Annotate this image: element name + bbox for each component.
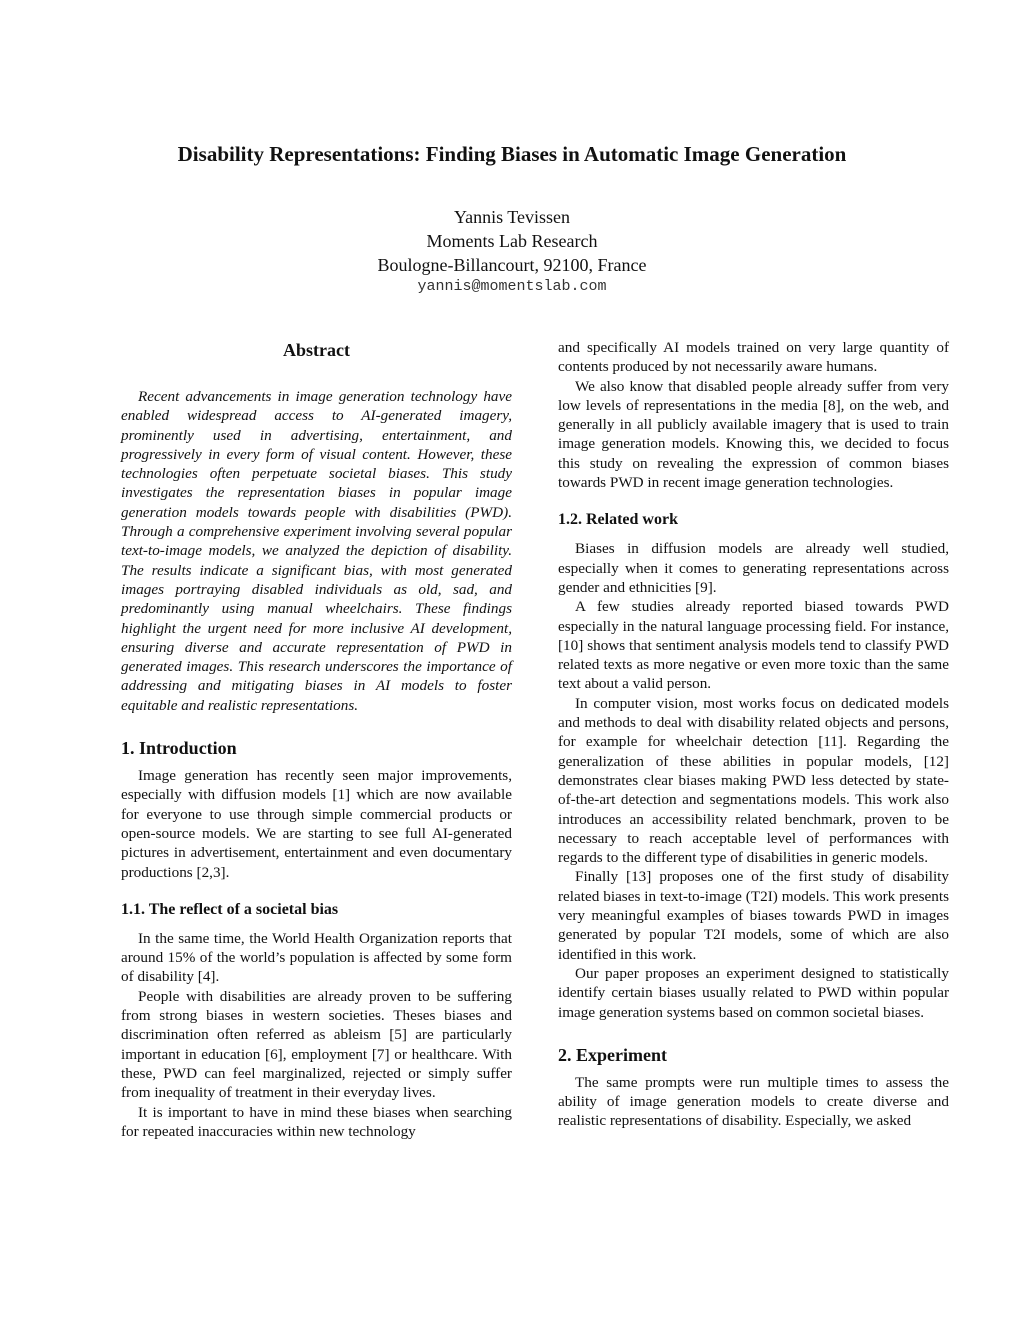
subsection-1-2-heading: 1.2. Related work (558, 511, 678, 529)
author-email: yannis@momentslab.com (417, 278, 607, 295)
subsection-1-1-heading: 1.1. The reflect of a societal bias (121, 900, 339, 918)
left-column (121, 338, 512, 1141)
paragraph: Finally [13] proposes one of the first study of disability related biases in text-to-image (T2I) models. This work presents very meaningful examples of biases towards PWD in images generated by popular T2I models, some of which are also identified in this work. (558, 868, 949, 963)
author-block (0, 205, 1024, 297)
abstract-heading: Abstract (283, 340, 350, 360)
intro-heading: 1. Introduction (121, 738, 237, 759)
paragraph-continued: and specifically AI models trained on very large quantity of contents produced by not necessarily aware humans. (558, 339, 949, 376)
intro-paragraph: Image generation has recently seen major improvements, especially with diffusion models [1] which are now available for everyone to use through simple commercial products or open-source models. We are starting to see full AI-generated pictures in advertisement, entertainment and even documentary productions [2,3]. (121, 767, 512, 881)
paragraph: The same prompts were run multiple times to assess the ability of image generation models to create diverse and realistic representations of disability. Especially, we asked (558, 1073, 949, 1130)
paper-title: Disability Representations: Finding Biases in Automatic Image Generation (177, 142, 847, 166)
paragraph: It is important to have in mind these biases when searching for repeated inaccuracies within new technology (121, 1103, 512, 1140)
author-name: Yannis Tevissen (453, 207, 571, 227)
paragraph: Our paper proposes an experiment designed to statistically identify certain biases usually related to PWD within popular image generation systems based on common societal biases. (558, 964, 949, 1021)
paragraph: People with disabilities are already proven to be suffering from strong biases in western societies. Theses biases and discrimination often referred as ableism [5] are particularly important in education [6], employment [7] or healthcare. With these, PWD can feel marginalized, rejected or simply suffer from inequality of treatment in their everyday lives. (121, 987, 512, 1102)
paragraph: In computer vision, most works focus on dedicated models and methods to deal with disability related objects and persons, for example for wheelchair detection [11]. Regarding the generalization of these abilities in popular models, [12] demonstrates clear biases making PWD less detected by state-of-the-art detection and segmentations models. This work also introduces an accessibility related benchmark, proven to be necessary to reach acceptable level of performances with regards to the different type of disabilities in generic models. (558, 694, 949, 867)
paragraph: We also know that disabled people already suffer from very low levels of representations in the media [8], on the web, and generally in all publicly available imagery that is used to train image generation models. Knowing this, we decided to focus this study on revealing the expression of common biases towards PWD in recent image generation technologies. (558, 377, 949, 492)
experiment-heading: 2. Experiment (558, 1044, 667, 1065)
author-affiliation: Moments Lab Research (426, 231, 598, 251)
abstract-text: Recent advancements in image generation technology have enabled widespread access to AI-generated imagery, prominently used in advertising, entertainment, and progressively in every form of visual content. However, these technologies often perpetuate societal biases. This study investigates the representation biases in popular image generation models towards people with disabilities (PWD). Through a comprehensive experiment involving several popular text-to-image models, we analyzed the depiction of disability. The results indicate a significant bias, with most generated images portraying disabled individuals as old, sad, and predominantly using manual wheelchairs. These findings highlight the urgent need for more inclusive AI development, ensuring diverse and accurate representation of PWD in generated images. This research underscores the importance of addressing and mitigating biases in AI models to foster equitable and realistic representations. (121, 388, 512, 714)
paragraph: Biases in diffusion models are already well studied, especially when it comes to generating representations across gender and ethnicities [9]. (558, 540, 949, 596)
right-column (558, 338, 949, 1131)
paragraph: In the same time, the World Health Organization reports that around 15% of the world’s population is affected by some form of disability [4]. (121, 929, 512, 986)
author-address: Boulogne-Billancourt, 92100, France (377, 255, 647, 275)
paragraph: A few studies already reported biased towards PWD especially in the natural language processing field. For instance, [10] shows that sentiment analysis models tend to classify PWD related texts as more negative or even more toxic than the same text about a valid person. (558, 598, 949, 693)
